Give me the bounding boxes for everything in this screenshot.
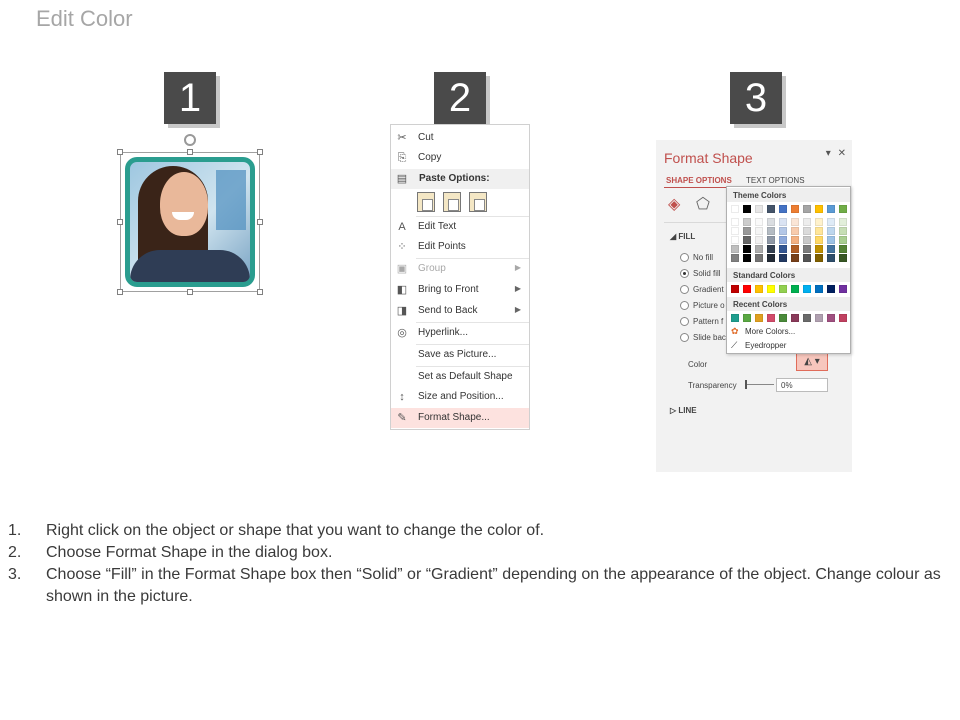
color-label: Color <box>688 360 708 369</box>
bring-front-icon: ◧ <box>396 284 408 296</box>
theme-color-swatch[interactable] <box>767 254 775 262</box>
rotate-handle[interactable] <box>184 134 196 146</box>
group-icon: ▣ <box>396 263 408 275</box>
theme-color-swatch[interactable] <box>803 236 811 244</box>
recent-color-swatch[interactable] <box>743 314 751 322</box>
theme-color-swatch[interactable] <box>815 218 823 226</box>
paste-merge-icon[interactable] <box>443 192 461 212</box>
transparency-label: Transparency <box>688 381 737 390</box>
theme-color-swatch[interactable] <box>767 218 775 226</box>
theme-color-swatch[interactable] <box>827 236 835 244</box>
theme-color-swatch[interactable] <box>815 236 823 244</box>
tab-shape-options[interactable]: SHAPE OPTIONS <box>666 176 732 185</box>
theme-color-swatch[interactable] <box>755 254 763 262</box>
theme-color-swatch[interactable] <box>803 254 811 262</box>
effects-pentagon-icon[interactable]: ⬠ <box>696 196 710 213</box>
theme-color-swatch[interactable] <box>827 245 835 253</box>
theme-color-swatch[interactable] <box>743 205 751 213</box>
menu-item-paste-options: ▤ Paste Options: <box>391 169 529 189</box>
theme-color-swatch[interactable] <box>803 218 811 226</box>
step-badge-3: 3 <box>730 72 782 124</box>
menu-item-bring-to-front[interactable]: ◧ Bring to Front ▶ <box>396 284 521 296</box>
theme-color-swatch[interactable] <box>767 205 775 213</box>
slide-title: Edit Color <box>36 6 133 31</box>
menu-item-copy[interactable]: ⎘ Copy <box>391 148 529 168</box>
theme-color-swatch[interactable] <box>743 227 751 235</box>
woman-photo[interactable] <box>125 157 255 287</box>
theme-color-swatch[interactable] <box>731 218 739 226</box>
theme-color-swatch[interactable] <box>731 205 739 213</box>
standard-color-swatch[interactable] <box>767 285 775 293</box>
resize-handle[interactable] <box>117 149 123 155</box>
instructions-list <box>8 520 948 608</box>
menu-item-cut[interactable]: ✂ Cut <box>391 128 529 148</box>
menu-item-set-default-shape[interactable]: Set as Default Shape <box>418 371 513 382</box>
theme-color-swatch[interactable] <box>791 205 799 213</box>
theme-color-swatch[interactable] <box>827 218 835 226</box>
theme-color-swatch[interactable] <box>791 218 799 226</box>
size-position-icon: ↕ <box>399 391 405 403</box>
color-wheel-icon: ✿ <box>731 326 739 336</box>
menu-item-edit-text[interactable]: A Edit Text <box>391 217 529 237</box>
recent-color-swatch[interactable] <box>779 314 787 322</box>
theme-color-swatch[interactable] <box>743 218 751 226</box>
step-badge-1: 1 <box>164 72 216 124</box>
pane-title: Format Shape <box>664 150 753 166</box>
standard-color-swatch[interactable] <box>731 285 739 293</box>
theme-color-swatch[interactable] <box>731 236 739 244</box>
theme-color-swatch[interactable] <box>839 254 847 262</box>
edit-points-icon: ⁘ <box>397 241 407 253</box>
menu-item-hyperlink[interactable]: ◎ Hyperlink... <box>391 323 529 343</box>
transparency-slider[interactable] <box>746 384 774 385</box>
menu-item-send-to-back[interactable]: ◨ Send to Back ▶ <box>396 305 521 317</box>
theme-color-swatch[interactable] <box>791 227 799 235</box>
theme-color-swatch[interactable] <box>779 245 787 253</box>
standard-color-swatch[interactable] <box>815 285 823 293</box>
menu-item-group[interactable]: ▣ Group ▶ <box>396 263 521 275</box>
pane-options-dropdown-icon[interactable]: ▾ <box>825 148 831 159</box>
theme-color-swatch[interactable] <box>839 236 847 244</box>
collapse-icon: ◢ <box>670 232 679 241</box>
theme-color-swatch[interactable] <box>803 227 811 235</box>
standard-colors-header: Standard Colors <box>727 268 850 282</box>
standard-color-swatch[interactable] <box>827 285 835 293</box>
paste-icon: ▤ <box>396 173 408 185</box>
standard-color-swatch[interactable] <box>779 285 787 293</box>
resize-handle[interactable] <box>187 149 193 155</box>
fill-section-header[interactable]: ◢ FILL <box>670 232 696 241</box>
theme-color-swatch[interactable] <box>755 227 763 235</box>
paint-bucket-icon: ◭ <box>804 356 812 367</box>
theme-color-swatch[interactable] <box>755 218 763 226</box>
copy-icon: ⎘ <box>397 152 407 164</box>
theme-color-swatch[interactable] <box>755 245 763 253</box>
theme-color-swatch[interactable] <box>827 205 835 213</box>
theme-color-swatch[interactable] <box>731 254 739 262</box>
standard-color-swatch[interactable] <box>839 285 847 293</box>
theme-color-swatch[interactable] <box>743 254 751 262</box>
theme-color-swatch[interactable] <box>815 254 823 262</box>
eyedropper-icon: ⟋ <box>731 340 738 350</box>
transparency-slider-thumb[interactable] <box>745 380 747 389</box>
theme-color-swatch[interactable] <box>839 205 847 213</box>
resize-handle[interactable] <box>117 219 123 225</box>
theme-color-swatch[interactable] <box>779 236 787 244</box>
menu-item-save-as-picture[interactable]: Save as Picture... <box>418 349 497 360</box>
resize-handle[interactable] <box>257 219 263 225</box>
submenu-arrow-icon: ▶ <box>514 263 521 272</box>
theme-color-swatch[interactable] <box>803 245 811 253</box>
theme-color-swatch[interactable] <box>815 205 823 213</box>
theme-color-swatch[interactable] <box>815 245 823 253</box>
color-picker-dropdown: Theme Colors Standard Colors Recent Colors ✿ More Colors... ⟋ Eyedropper <box>726 186 851 354</box>
theme-color-swatch[interactable] <box>779 218 787 226</box>
theme-color-swatch[interactable] <box>827 227 835 235</box>
recent-color-swatch[interactable] <box>803 314 811 322</box>
edit-text-icon: A <box>398 221 406 233</box>
submenu-arrow-icon: ▶ <box>514 284 521 293</box>
menu-item-format-shape[interactable]: ✎ Format Shape... <box>391 408 529 428</box>
resize-handle[interactable] <box>257 289 263 295</box>
theme-color-swatch[interactable] <box>731 245 739 253</box>
close-icon[interactable]: ✕ <box>837 148 846 159</box>
resize-handle[interactable] <box>187 289 193 295</box>
context-menu <box>390 124 530 430</box>
theme-color-swatch[interactable] <box>767 245 775 253</box>
recent-color-swatch[interactable] <box>755 314 763 322</box>
standard-color-swatch[interactable] <box>755 285 763 293</box>
recent-color-swatch[interactable] <box>827 314 835 322</box>
theme-color-swatch[interactable] <box>791 254 799 262</box>
theme-color-swatch[interactable] <box>779 227 787 235</box>
menu-item-size-position[interactable]: ↕ Size and Position... <box>391 387 529 407</box>
recent-color-swatch[interactable] <box>815 314 823 322</box>
recent-color-swatch[interactable] <box>839 314 847 322</box>
theme-color-swatch[interactable] <box>779 254 787 262</box>
theme-color-swatch[interactable] <box>791 236 799 244</box>
fill-line-icon[interactable]: ◈ <box>668 196 681 213</box>
theme-color-swatch[interactable] <box>755 205 763 213</box>
tab-text-options[interactable]: TEXT OPTIONS <box>746 176 805 185</box>
theme-colors-header: Theme Colors <box>727 188 850 202</box>
scissors-icon: ✂ <box>397 132 407 144</box>
theme-color-swatch[interactable] <box>839 245 847 253</box>
standard-color-swatch[interactable] <box>743 285 751 293</box>
standard-color-swatch[interactable] <box>791 285 799 293</box>
theme-color-swatch[interactable] <box>767 227 775 235</box>
format-shape-pane: Format Shape ▾ ✕ SHAPE OPTIONS TEXT OPTIONS ◈ ⬠ ◢ FILL No fill Solid fill Gradient Picture o Pattern f Slide bac Color ◭ ▾ Transparency 0% ▷ LINE <box>656 140 852 472</box>
submenu-arrow-icon: ▶ <box>514 305 521 314</box>
transparency-input[interactable]: 0% <box>776 378 828 392</box>
recent-color-swatch[interactable] <box>767 314 775 322</box>
line-section-header[interactable]: ▷ LINE <box>670 406 697 415</box>
theme-color-swatch[interactable] <box>815 227 823 235</box>
step-badge-2: 2 <box>434 72 486 124</box>
hyperlink-icon: ◎ <box>397 327 407 339</box>
resize-handle[interactable] <box>117 289 123 295</box>
format-shape-icon: ✎ <box>397 412 407 424</box>
standard-color-swatch[interactable] <box>803 285 811 293</box>
paste-keep-formatting-icon[interactable] <box>417 192 435 212</box>
instruction-item: 2. Choose Format Shape in the dialog box. <box>8 544 333 561</box>
paste-options-row <box>417 192 495 214</box>
theme-color-swatch[interactable] <box>767 236 775 244</box>
theme-color-swatch[interactable] <box>755 236 763 244</box>
theme-color-swatch[interactable] <box>743 245 751 253</box>
paste-picture-icon[interactable] <box>469 192 487 212</box>
expand-icon: ▷ <box>670 406 679 415</box>
theme-color-swatch[interactable] <box>743 236 751 244</box>
theme-color-swatch[interactable] <box>803 205 811 213</box>
selected-picture[interactable] <box>120 152 260 292</box>
theme-color-swatch[interactable] <box>779 205 787 213</box>
theme-color-swatch[interactable] <box>731 227 739 235</box>
instruction-item: 3. Choose “Fill” in the Format Shape box then “Solid” or “Gradient” depending on the appearance of the object. Change colour as shown in the picture. <box>8 566 941 605</box>
send-back-icon: ◨ <box>396 305 408 317</box>
theme-color-swatch[interactable] <box>827 254 835 262</box>
recent-color-swatch[interactable] <box>791 314 799 322</box>
menu-item-edit-points[interactable]: ⁘ Edit Points <box>391 237 529 257</box>
theme-color-swatch[interactable] <box>839 218 847 226</box>
instruction-item: 1. Right click on the object or shape that you want to change the color of. <box>8 522 545 539</box>
recent-colors-header: Recent Colors <box>727 297 850 311</box>
recent-color-swatch[interactable] <box>731 314 739 322</box>
theme-color-swatch[interactable] <box>791 245 799 253</box>
theme-color-swatch[interactable] <box>839 227 847 235</box>
resize-handle[interactable] <box>257 149 263 155</box>
fill-color-button[interactable]: ◭ ▾ <box>796 353 828 371</box>
